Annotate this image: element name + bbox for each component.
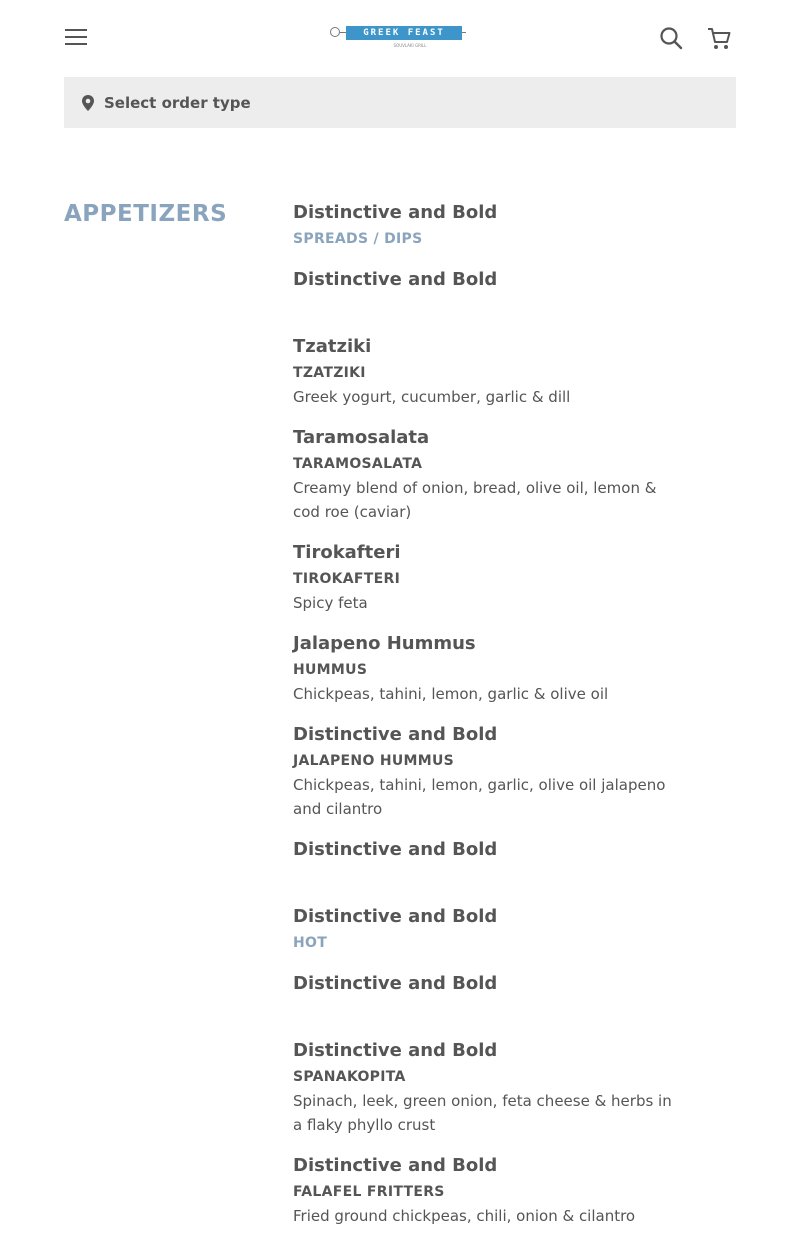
logo-ring — [330, 27, 340, 37]
item-title: Distinctive and Bold — [293, 202, 498, 223]
menu-item[interactable] — [293, 632, 683, 706]
item-title: Distinctive and Bold — [293, 1040, 498, 1061]
restaurant-logo[interactable] — [330, 22, 466, 52]
item-title: Jalapeno Hummus — [293, 633, 476, 654]
item-title: Distinctive and Bold — [293, 269, 498, 290]
order-type-label: Select order type — [104, 93, 251, 112]
item-title: Tirokafteri — [293, 542, 401, 563]
menu-item[interactable] — [293, 1039, 683, 1137]
item-description: Spicy feta — [293, 594, 368, 612]
item-title: Distinctive and Bold — [293, 973, 498, 994]
item-subtitle: TZATZIKI — [293, 365, 366, 381]
item-title: Distinctive and Bold — [293, 906, 498, 927]
item-subtitle: HUMMUS — [293, 662, 368, 678]
item-description: Fried ground chickpeas, chili, onion & cilantro — [293, 1207, 636, 1225]
item-subtitle: TARAMOSALATA — [293, 456, 423, 472]
menu-item[interactable] — [293, 268, 683, 292]
item-description: Creamy blend of onion, bread, olive oil, lemon & cod roe (caviar) — [293, 479, 657, 521]
menu-item[interactable] — [293, 723, 683, 821]
item-subtitle: JALAPENO HUMMUS — [293, 753, 455, 769]
item-title: Distinctive and Bold — [293, 1155, 498, 1176]
location-pin-icon — [80, 94, 96, 112]
menu-item[interactable] — [293, 335, 683, 409]
site-header — [0, 0, 800, 76]
category-heading: APPETIZERS — [64, 201, 228, 227]
menu-item[interactable] — [293, 972, 683, 996]
menu-item[interactable] — [293, 201, 683, 251]
menu-item[interactable] — [293, 1154, 683, 1228]
item-title: Distinctive and Bold — [293, 724, 498, 745]
item-subtitle: FALAFEL FRITTERS — [293, 1184, 445, 1200]
item-description: Spinach, leek, green onion, feta cheese & herbs in a flaky phyllo crust — [293, 1092, 672, 1134]
cart-icon[interactable] — [705, 24, 733, 52]
item-description: Greek yogurt, cucumber, garlic & dill — [293, 388, 571, 406]
menu-icon[interactable] — [64, 27, 88, 47]
item-description: Chickpeas, tahini, lemon, garlic, olive oil jalapeno and cilantro — [293, 776, 666, 818]
menu-item[interactable] — [293, 426, 683, 524]
item-subtitle: HOT — [293, 935, 328, 951]
item-subtitle: SPREADS / DIPS — [293, 231, 423, 247]
logo-text: GREEK FEAST — [346, 26, 462, 40]
logo-subtext: SOUVLAKI GRILL — [393, 43, 427, 48]
search-icon[interactable] — [657, 24, 685, 52]
select-order-type-button[interactable] — [64, 77, 736, 128]
menu-item[interactable] — [293, 838, 683, 862]
item-title: Tzatziki — [293, 336, 372, 357]
item-description: Chickpeas, tahini, lemon, garlic & olive oil — [293, 685, 609, 703]
item-title: Taramosalata — [293, 427, 430, 448]
menu-item[interactable] — [293, 541, 683, 615]
item-subtitle: SPANAKOPITA — [293, 1069, 406, 1085]
item-subtitle: TIROKAFTERI — [293, 571, 401, 587]
item-title: Distinctive and Bold — [293, 839, 498, 860]
menu-item[interactable] — [293, 905, 683, 955]
